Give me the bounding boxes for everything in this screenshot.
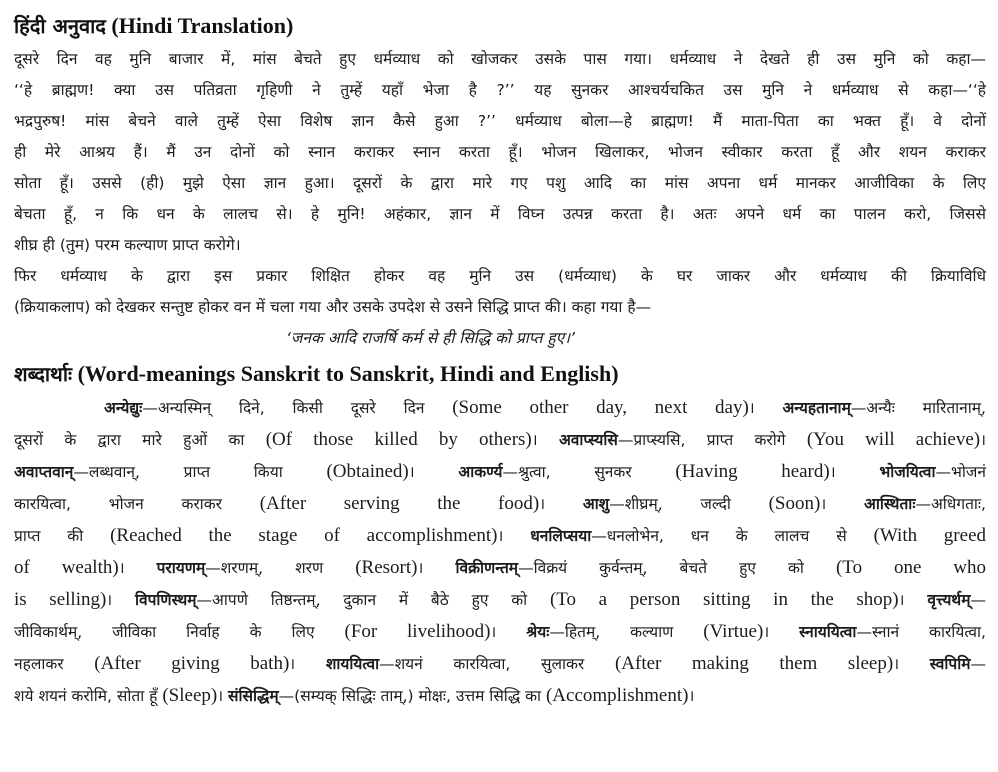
translation-line: बेचता हूँ, न कि धन के लालच से। हे मुनि! अहंकार, ज्ञान में विघ्न उत्पन्न करता है। अतः अपने धर्म का पालन करो, जिससे bbox=[14, 205, 986, 223]
word-meaning-gloss: (Resort) bbox=[355, 557, 418, 578]
word-meaning-gloss: —(सम्यक् सिद्धिः ताम्,) मोक्षः, उत्तम सिद्धि का bbox=[278, 687, 546, 705]
word-meaning-gloss: । bbox=[688, 687, 695, 705]
word-meaning-term: धनलिप्सया bbox=[530, 527, 592, 545]
translation-line: ‘‘हे ब्राह्मण! क्या उस पतिव्रता गृहिणी ने तुम्हें यहाँ भेजा है ?’’ यह सुनकर आश्चर्यचकित उस मुनि ने धर्मव्याध से कहा—‘‘हे bbox=[14, 81, 986, 99]
word-meaning-gloss: (To a person sitting in the shop) bbox=[549, 589, 899, 610]
word-meaning-line bbox=[14, 488, 986, 520]
word-meaning-term: श्रेयः bbox=[526, 623, 550, 641]
word-meaning-gloss: —लब्धवान्, प्राप्त किया bbox=[73, 463, 327, 481]
word-meaning-term: विपणिस्थम् bbox=[134, 591, 197, 609]
word-meaning-gloss: । bbox=[820, 495, 864, 513]
word-meaning-gloss: —श्रुत्वा, सुनकर bbox=[502, 463, 676, 481]
word-meaning-term: संसिद्धिम् bbox=[228, 687, 279, 705]
word-meaning-gloss: (After giving bath) bbox=[94, 653, 290, 674]
word-meaning-gloss: । bbox=[490, 623, 527, 641]
word-meaning-term: परायणम् bbox=[156, 559, 206, 577]
word-meaning-gloss: । bbox=[531, 431, 559, 449]
word-meaning-gloss: (Soon) bbox=[768, 493, 821, 514]
translation-line: दूसरे दिन वह मुनि बाजार में, मांस बेचते हुए धर्मव्याध को खोजकर उसके पास गया। धर्मव्याध ने देखते ही उस मुनि को कहा— bbox=[14, 50, 986, 68]
word-meaning-gloss: । bbox=[417, 559, 456, 577]
word-meaning-gloss: (Accomplishment) bbox=[545, 685, 689, 706]
word-meaning-term: भोजयित्वा bbox=[879, 463, 936, 481]
translation-line: शीघ्र ही (तुम) परम कल्याण प्राप्त करोगे। bbox=[14, 236, 241, 254]
translation-line: फिर धर्मव्याध के द्वारा इस प्रकार शिक्षित होकर वह मुनि उस (धर्मव्याध) के घर जाकर और धर्मव्याध की क्रियाविधि bbox=[14, 267, 986, 285]
word-meaning-gloss: —प्राप्स्यसि, प्राप्त करोगे bbox=[617, 431, 807, 449]
word-meaning-gloss: —धनलोभेन, धन के लालच से bbox=[591, 527, 874, 545]
word-meaning-line bbox=[14, 424, 986, 456]
word-meaning-gloss: । bbox=[118, 559, 157, 577]
word-meaning-term: अवाप्स्यसि bbox=[558, 431, 618, 449]
word-meaning-gloss: (For livelihood) bbox=[344, 621, 491, 642]
word-meaning-gloss: —शरणम्, शरण bbox=[205, 559, 356, 577]
word-meanings-heading-hindi: शब्दार्थाः bbox=[14, 362, 73, 386]
word-meaning-gloss: (Virtue) bbox=[703, 621, 764, 642]
word-meaning-gloss: (To one who bbox=[835, 557, 986, 578]
word-meaning-line bbox=[14, 680, 986, 712]
hindi-translation-section bbox=[14, 12, 986, 354]
word-meaning-gloss: (After making them sleep) bbox=[614, 653, 894, 674]
word-meaning-gloss: । bbox=[829, 463, 880, 481]
word-meaning-term: आस्थिताः bbox=[863, 495, 916, 513]
word-meaning-gloss: —विक्रयं कुर्वन्तम्, बेचते हुए को bbox=[518, 559, 836, 577]
translation-line: सोता हूँ। उससे (ही) मुझे ऐसा ज्ञान हुआ। दूसरों के द्वारा मारे गए पशु आदि का मांस अपना धर्म मानकर आजीविका के लिए bbox=[14, 174, 986, 192]
word-meaning-gloss: (With greed bbox=[873, 525, 986, 546]
word-meaning-term: वृत्त्यर्थम् bbox=[927, 591, 971, 609]
word-meaning-term: शाययित्वा bbox=[325, 655, 380, 673]
word-meaning-gloss: —शीघ्रम्, जल्दी bbox=[609, 495, 769, 513]
word-meaning-gloss: (You will achieve) bbox=[806, 429, 981, 450]
word-meanings-heading-english: (Word-meanings Sanskrit to Sanskrit, Hindi and English) bbox=[77, 361, 619, 386]
word-meaning-gloss: —अधिगताः, bbox=[915, 495, 986, 513]
word-meaning-line bbox=[14, 648, 986, 680]
word-meaning-gloss: — bbox=[970, 591, 986, 609]
word-meaning-line bbox=[14, 616, 986, 648]
word-meaning-term: अवाप्तवान् bbox=[14, 463, 74, 481]
translation-heading-english: (Hindi Translation) bbox=[111, 13, 294, 38]
word-meaning-gloss: —अन्यैः मारितानाम्, bbox=[850, 399, 986, 417]
word-meaning-gloss: (Some other day, next day) bbox=[452, 397, 749, 418]
translation-heading bbox=[14, 12, 986, 40]
translation-quote: ‘जनक आदि राजर्षि कर्म से ही सिद्धि को प्राप्त हुए।’ bbox=[286, 329, 575, 347]
word-meaning-term: अन्येद्युः bbox=[104, 399, 143, 417]
word-meaning-gloss: । bbox=[539, 495, 583, 513]
word-meaning-gloss: । bbox=[217, 687, 229, 705]
translation-line: ही मेरे आश्रय हैं। मैं उन दोनों को स्नान कराकर स्नान करता हूँ। भोजन खिलाकर, भोजन स्वीकार करता हूँ और शयन कराकर bbox=[14, 143, 986, 161]
word-meaning-term: स्नाययित्वा bbox=[799, 623, 857, 641]
word-meaning-term: आकर्ण्य bbox=[458, 463, 503, 481]
word-meaning-gloss: । bbox=[408, 463, 459, 481]
word-meaning-gloss: —भोजनं bbox=[935, 463, 987, 481]
word-meaning-gloss: (Obtained) bbox=[326, 461, 409, 482]
word-meaning-gloss: । bbox=[106, 591, 135, 609]
word-meaning-gloss: नहलाकर bbox=[14, 655, 95, 673]
word-meaning-gloss: कारयित्वा, भोजन कराकर bbox=[14, 495, 260, 513]
word-meaning-gloss: । bbox=[893, 655, 930, 673]
word-meaning-gloss: । bbox=[497, 527, 531, 545]
word-meaning-gloss: —अन्यस्मिन् दिने, किसी दूसरे दिन bbox=[142, 399, 453, 417]
word-meaning-gloss: (Of those killed by others) bbox=[265, 429, 532, 450]
word-meaning-line bbox=[14, 520, 986, 552]
word-meanings-heading bbox=[14, 360, 986, 388]
word-meaning-gloss: । bbox=[980, 431, 986, 449]
translation-heading-hindi: हिंदी अनुवाद bbox=[14, 14, 106, 38]
word-meaning-gloss: जीविकार्थम्, जीविका निर्वाह के लिए bbox=[14, 623, 345, 641]
word-meaning-term: विक्रीणन्तम् bbox=[455, 559, 519, 577]
word-meanings-list bbox=[14, 392, 986, 712]
word-meaning-gloss: of wealth) bbox=[14, 557, 119, 578]
word-meaning-gloss: प्राप्त की bbox=[14, 527, 111, 545]
word-meaning-term: आशु bbox=[582, 495, 610, 513]
word-meaning-gloss: —शयनं कारयित्वा, सुलाकर bbox=[379, 655, 615, 673]
word-meaning-gloss: दूसरों के द्वारा मारे हुओं का bbox=[14, 431, 266, 449]
word-meaning-gloss: । bbox=[748, 399, 783, 417]
word-meaning-term: अन्यहतानाम् bbox=[782, 399, 851, 417]
word-meaning-gloss: —स्नानं कारयित्वा, bbox=[856, 623, 986, 641]
word-meaning-line bbox=[14, 392, 986, 424]
word-meaning-gloss: । bbox=[898, 591, 928, 609]
word-meaning-term: स्वपिमि bbox=[929, 655, 971, 673]
word-meaning-gloss: । bbox=[289, 655, 326, 673]
word-meaning-gloss: । bbox=[763, 623, 800, 641]
word-meaning-gloss: (Reached the stage of accomplishment) bbox=[110, 525, 498, 546]
word-meaning-gloss: —हितम्, कल्याण bbox=[549, 623, 704, 641]
word-meanings-section bbox=[14, 360, 986, 712]
word-meaning-gloss: is selling) bbox=[14, 589, 107, 610]
word-meaning-gloss: —आपणे तिष्ठन्तम्, दुकान में बैठे हुए को bbox=[196, 591, 550, 609]
translation-paragraph bbox=[14, 44, 986, 323]
word-meaning-gloss: (Sleep) bbox=[162, 685, 218, 706]
translation-line: भद्रपुरुष! मांस बेचने वाले तुम्हें ऐसा विशेष ज्ञान कैसे हुआ ?’’ धर्मव्याध बोला—हे ब्राह्मण! मैं माता-पिता का भक्त हूँ। वे दोनों bbox=[14, 112, 986, 130]
word-meaning-gloss: (After serving the food) bbox=[259, 493, 540, 514]
translation-line: (क्रियाकलाप) को देखकर सन्तुष्ट होकर वन में चला गया और उसके उपदेश से उसने सिद्धि प्राप्त की। कहा गया है— bbox=[14, 298, 652, 316]
word-meaning-line bbox=[14, 456, 986, 488]
word-meaning-line bbox=[14, 584, 986, 616]
word-meaning-gloss: (Having heard) bbox=[675, 461, 830, 482]
word-meaning-gloss: — bbox=[970, 655, 986, 673]
word-meaning-line bbox=[14, 552, 986, 584]
word-meaning-gloss: शये शयनं करोमि, सोता हूँ bbox=[14, 687, 163, 705]
